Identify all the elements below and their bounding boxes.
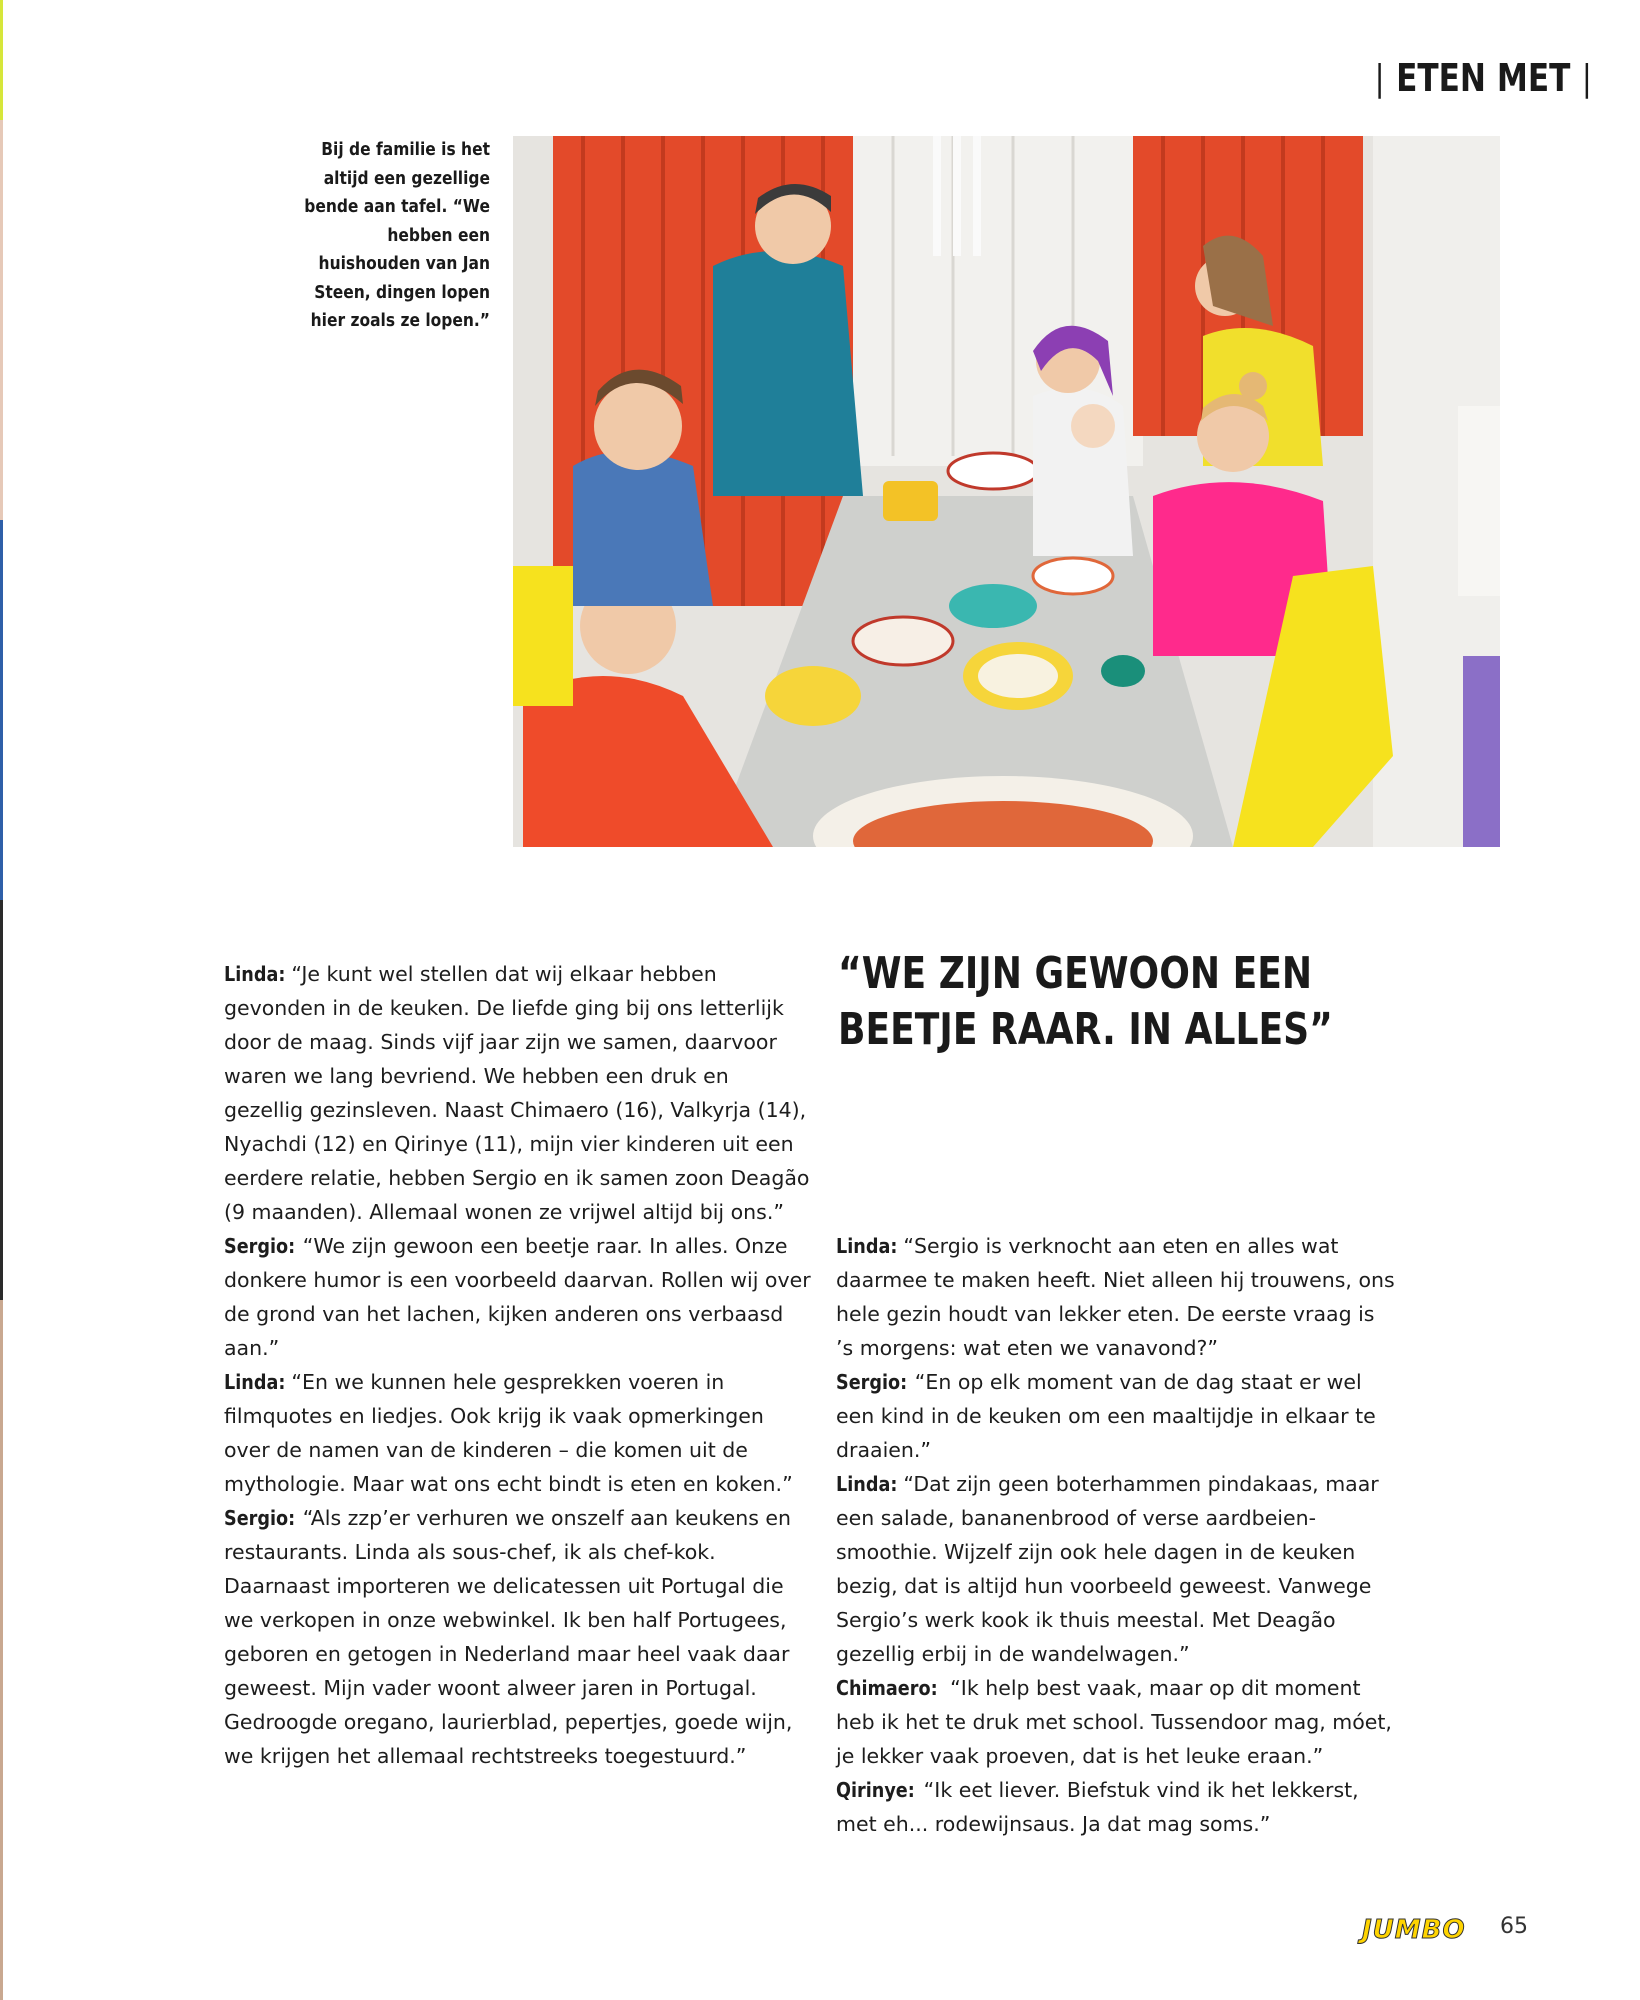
- photo-illustration: [513, 136, 1500, 847]
- family-dinner-photo: [513, 136, 1500, 847]
- page-number: 65: [1500, 1914, 1528, 1939]
- interview-paragraph: [836, 1467, 1396, 1671]
- speaker-label: Linda:: [836, 1472, 898, 1496]
- section-tag-bar-left: |: [1374, 57, 1385, 99]
- article-column-left: [224, 957, 814, 1773]
- interview-paragraph: [224, 957, 814, 1229]
- quote-text: “Ik help best vaak, maar op dit moment heb ik het te druk met school. Tussendoor mag, móet, je lekker vaak proeven, dat is het leuke eraan.”: [836, 1676, 1392, 1768]
- photo-caption-text: Bij de familie is het altijd een gezellige bende aan tafel. “We hebben een huishouden van Jan Steen, dingen lopen hier zoals ze lopen.”: [304, 139, 490, 331]
- pull-quote: [838, 946, 1358, 1058]
- quote-text: “Ik eet liever. Biefstuk vind ik het lekkerst, met eh... rodewijnsaus. Ja dat mag soms.”: [836, 1778, 1359, 1836]
- interview-paragraph: [836, 1229, 1396, 1365]
- article-column-right: [836, 1229, 1396, 1841]
- quote-text: “We zijn gewoon een beetje raar. In alles. Onze donkere humor is een voorbeeld daarvan. Rollen wij over de grond van het lachen, kijken anderen ons verbaasd aan.”: [224, 1234, 811, 1360]
- photo-caption: [260, 136, 490, 336]
- speaker-label: Qirinye:: [836, 1778, 915, 1802]
- speaker-label: Linda:: [224, 1370, 286, 1394]
- quote-text: “Sergio is verknocht aan eten en alles wat daarmee te maken heeft. Niet alleen hij trouwens, ons hele gezin houdt van lekker eten. De eerste vraag is ’s morgens: wat eten we vanavond?”: [836, 1234, 1395, 1360]
- section-title: ETEN MET: [1396, 56, 1571, 100]
- jumbo-logo: JUMBO: [1362, 1915, 1466, 1945]
- interview-paragraph: [836, 1671, 1396, 1773]
- speaker-label: Sergio:: [224, 1506, 296, 1530]
- quote-text: “En we kunnen hele gesprekken voeren in filmquotes en liedjes. Ook krijg ik vaak opmerkingen over de namen van de kinderen – die komen uit de mythologie. Maar wat ons echt bindt is eten en koken.”: [224, 1370, 793, 1496]
- speaker-label: Linda:: [224, 962, 286, 986]
- section-tag-bar-right: |: [1582, 57, 1592, 99]
- page-edge-strip: [0, 0, 3, 2000]
- quote-text: “Je kunt wel stellen dat wij elkaar hebben gevonden in de keuken. De liefde ging bij ons letterlijk door de maag. Sinds vijf jaar zijn we samen, daarvoor waren we lang bevriend. We hebben een druk en gezellig gezinsleven. Naast Chimaero (16), Valkyrja (14), Nyachdi (12) en Qirinye (11), mijn vier kinderen uit een eerdere relatie, hebben Sergio en ik samen zoon Deagão (9 maanden). Allemaal wonen ze vrijwel altijd bij ons.”: [224, 962, 810, 1224]
- quote-text: “Dat zijn geen boterhammen pindakaas, maar een salade, bananenbrood of verse aardbeien-smoothie. Wijzelf zijn ook hele dagen in de keuken bezig, dat is altijd hun voorbeeld geweest. Vanwege Sergio’s werk kook ik thuis meestal. Met Deagão gezellig erbij in de wandelwagen.”: [836, 1472, 1379, 1666]
- speaker-label: Chimaero:: [836, 1676, 938, 1700]
- interview-paragraph: [224, 1501, 814, 1773]
- speaker-label: Sergio:: [836, 1370, 908, 1394]
- pull-quote-line-2: BEETJE RAAR. IN ALLES”: [838, 1004, 1333, 1055]
- quote-text: “En op elk moment van de dag staat er wel een kind in de keuken om een maaltijdje in elkaar te draaien.”: [836, 1370, 1376, 1462]
- interview-paragraph: [836, 1365, 1396, 1467]
- speaker-label: Linda:: [836, 1234, 898, 1258]
- section-tag: [1375, 54, 1592, 102]
- speaker-label: Sergio:: [224, 1234, 296, 1258]
- pull-quote-line-1: “WE ZIJN GEWOON EEN: [838, 948, 1313, 999]
- interview-paragraph: [224, 1229, 814, 1365]
- interview-paragraph: [224, 1365, 814, 1501]
- quote-text: “Als zzp’er verhuren we onszelf aan keukens en restaurants. Linda als sous-chef, ik als chef-kok. Daarnaast importeren we delicatessen uit Portugal die we verkopen in onze webwinkel. Ik ben half Portugees, geboren en getogen in Nederland maar heel vaak daar geweest. Mijn vader woont alweer jaren in Portugal. Gedroogde oregano, laurierblad, pepertjes, goede wijn, we krijgen het allemaal rechtstreeks toegestuurd.”: [224, 1506, 793, 1768]
- interview-paragraph: [836, 1773, 1396, 1841]
